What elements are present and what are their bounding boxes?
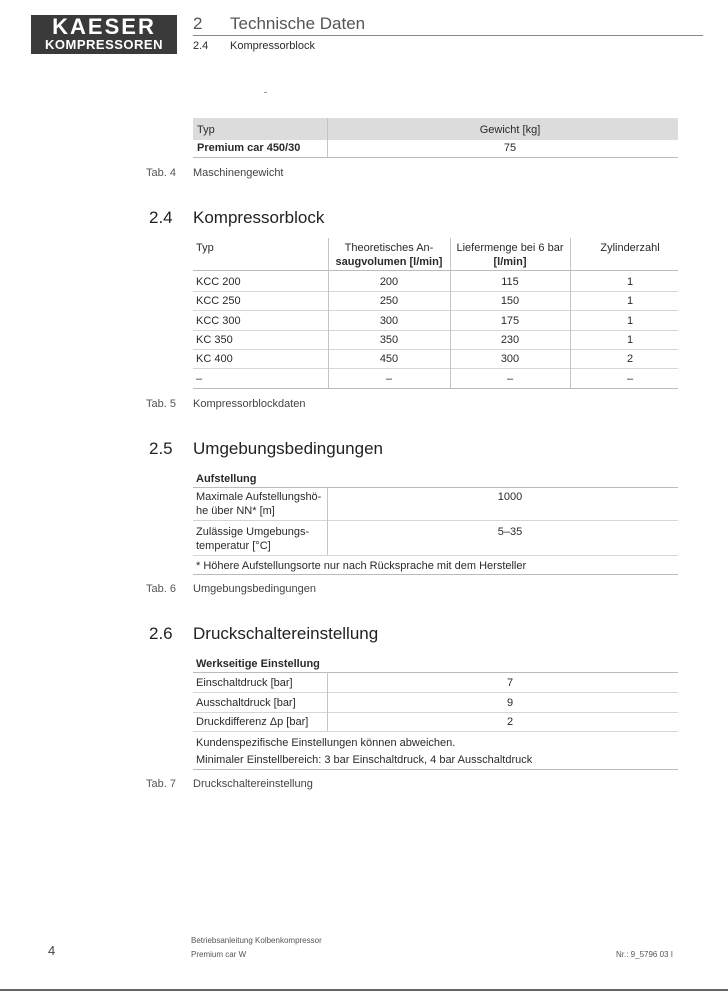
sec26-number: 2.6 [149, 624, 173, 643]
tab5-header-typ: Typ [196, 242, 214, 254]
tab5-row-rule [193, 330, 678, 331]
footer-rule [0, 989, 728, 991]
sec25-title: Umgebungsbedingungen [193, 439, 383, 458]
tab7-divider [327, 672, 328, 731]
tab6-caption: Umgebungsbedingungen [193, 583, 316, 595]
tab4-header-gewicht: Gewicht [kg] [479, 124, 541, 136]
tab5-bottom-rule [193, 388, 678, 389]
tab4-header-typ: Typ [197, 124, 215, 136]
tab5-row1-typ: KCC 200 [196, 276, 241, 288]
tab5-row5-typ: KC 400 [196, 353, 233, 365]
tab6-divider [327, 487, 328, 555]
tab7-row3-value: 2 [506, 716, 514, 728]
tab4-cell-typ: Premium car 450/30 [197, 142, 301, 154]
footer-doc-number: Nr.: 9_5796 03 I [616, 950, 673, 959]
tab5-row2-ansaug: 250 [379, 295, 399, 307]
tab5-row-rule [193, 368, 678, 369]
tab5-row-rule [193, 310, 678, 311]
tab6-bottom-rule [193, 574, 678, 575]
tab5-row6-typ: – [196, 373, 203, 385]
tab5-divider [570, 238, 571, 388]
header-rule [193, 35, 703, 36]
kaeser-logo [31, 15, 177, 54]
tab6-row1-label-2: he über NN* [m] [196, 505, 275, 517]
tab5-row-rule [193, 291, 678, 292]
tab7-row2-value: 9 [506, 697, 514, 709]
chapter-title: Technische Daten [230, 14, 366, 33]
tab5-row1-liefer: 115 [501, 276, 519, 288]
tab4-cell-gewicht: 75 [503, 142, 517, 154]
logo-line2: KOMPRESSOREN [45, 37, 163, 52]
tab5-row4-ansaug: 350 [379, 334, 399, 346]
tab4-divider [327, 118, 328, 158]
page-number: 4 [48, 943, 56, 958]
tab7-row-rule [193, 692, 678, 693]
tab4-header-bg [193, 118, 678, 140]
tab7-row-rule [193, 731, 678, 732]
tab5-row1-ansaug: 200 [379, 276, 399, 288]
tab5-row3-zyl: 1 [626, 315, 634, 327]
tab5-row5-liefer: 300 [500, 353, 520, 365]
tab5-header-liefer-2: [l/min] [493, 256, 527, 268]
tab4-bottom-rule [193, 157, 678, 158]
tab5-row3-typ: KCC 300 [196, 315, 241, 327]
tab4-caption-num: Tab. 4 [146, 167, 176, 179]
tab7-header-rule [193, 672, 678, 673]
sec26-title: Druckschaltereinstellung [193, 624, 379, 643]
tab7-caption-num: Tab. 7 [146, 778, 176, 790]
tab7-bottom-rule [193, 769, 678, 770]
tab6-row-rule [193, 555, 678, 556]
tab5-row4-liefer: 230 [500, 334, 520, 346]
tab7-note-1: Kundenspezifische Einstellungen können abweichen. [196, 737, 456, 749]
tab7-row2-label: Ausschaltdruck [bar] [196, 697, 296, 709]
tab5-caption: Kompressorblockdaten [193, 398, 306, 410]
tab7-row3-label: Druckdifferenz Δp [bar] [196, 716, 309, 728]
tab5-row1-zyl: 1 [626, 276, 634, 288]
tab7-row1-value: 7 [506, 677, 514, 689]
tab5-row6-zyl: – [626, 373, 634, 385]
footer-doc-title: Betriebsanleitung Kolbenkompressor [191, 936, 322, 945]
sec24-number: 2.4 [149, 208, 173, 227]
tab7-row1-label: Einschaltdruck [bar] [196, 677, 293, 689]
tab5-header-liefer-1: Liefermenge bei 6 bar [456, 242, 564, 254]
tab6-row1-label-1: Maximale Aufstellungshö- [196, 491, 322, 503]
tab5-header-ansaug-1: Theoretisches An- [344, 242, 434, 254]
tab5-row4-zyl: 1 [626, 334, 634, 346]
tab5-row4-typ: KC 350 [196, 334, 233, 346]
tab7-caption: Druckschaltereinstellung [193, 778, 313, 790]
tab5-row2-typ: KCC 250 [196, 295, 241, 307]
section-number: 2.4 [193, 40, 209, 52]
tab7-row-rule [193, 712, 678, 713]
tab7-heading: Werkseitige Einstellung [196, 658, 320, 670]
section-title: Kompressorblock [230, 40, 315, 52]
tab4-caption: Maschinengewicht [193, 167, 284, 179]
tab5-divider [328, 238, 329, 388]
tab6-row2-label-1: Zulässige Umgebungs- [196, 526, 310, 538]
sec25-number: 2.5 [149, 439, 173, 458]
tab6-header-rule [193, 487, 678, 488]
tab5-row-rule [193, 349, 678, 350]
tab5-row3-liefer: 175 [500, 315, 520, 327]
tab5-row2-zyl: 1 [626, 295, 634, 307]
tab5-row3-ansaug: 300 [379, 315, 399, 327]
tab6-heading: Aufstellung [196, 473, 257, 485]
tab6-footnote: * Höhere Aufstellungsorte nur nach Rücksprache mit dem Hersteller [196, 560, 527, 572]
tab5-row2-liefer: 150 [500, 295, 520, 307]
tab7-note-2: Minimaler Einstellbereich: 3 bar Einschaltdruck, 4 bar Ausschaltdruck [196, 754, 533, 766]
scan-speck [264, 92, 267, 93]
footer-product: Premium car W [191, 950, 247, 959]
tab5-caption-num: Tab. 5 [146, 398, 176, 410]
tab6-row1-value: 1000 [497, 491, 523, 503]
tab5-divider [450, 238, 451, 388]
tab5-header-ansaug-2: saugvolumen [l/min] [335, 256, 443, 268]
logo-line1: KAESER [52, 14, 156, 39]
tab6-row2-label-2: temperatur [°C] [196, 540, 271, 552]
tab5-row6-liefer: – [506, 373, 514, 385]
chapter-number: 2 [193, 14, 203, 33]
tab6-caption-num: Tab. 6 [146, 583, 176, 595]
tab6-row-rule [193, 520, 678, 521]
tab6-row2-value: 5–35 [497, 526, 523, 538]
tab5-header-zylinder: Zylinderzahl [600, 242, 660, 254]
tab5-header-rule [193, 270, 678, 271]
tab5-row6-ansaug: – [385, 373, 393, 385]
sec24-title: Kompressorblock [193, 208, 325, 227]
tab5-row5-ansaug: 450 [379, 353, 399, 365]
tab5-row5-zyl: 2 [626, 353, 634, 365]
